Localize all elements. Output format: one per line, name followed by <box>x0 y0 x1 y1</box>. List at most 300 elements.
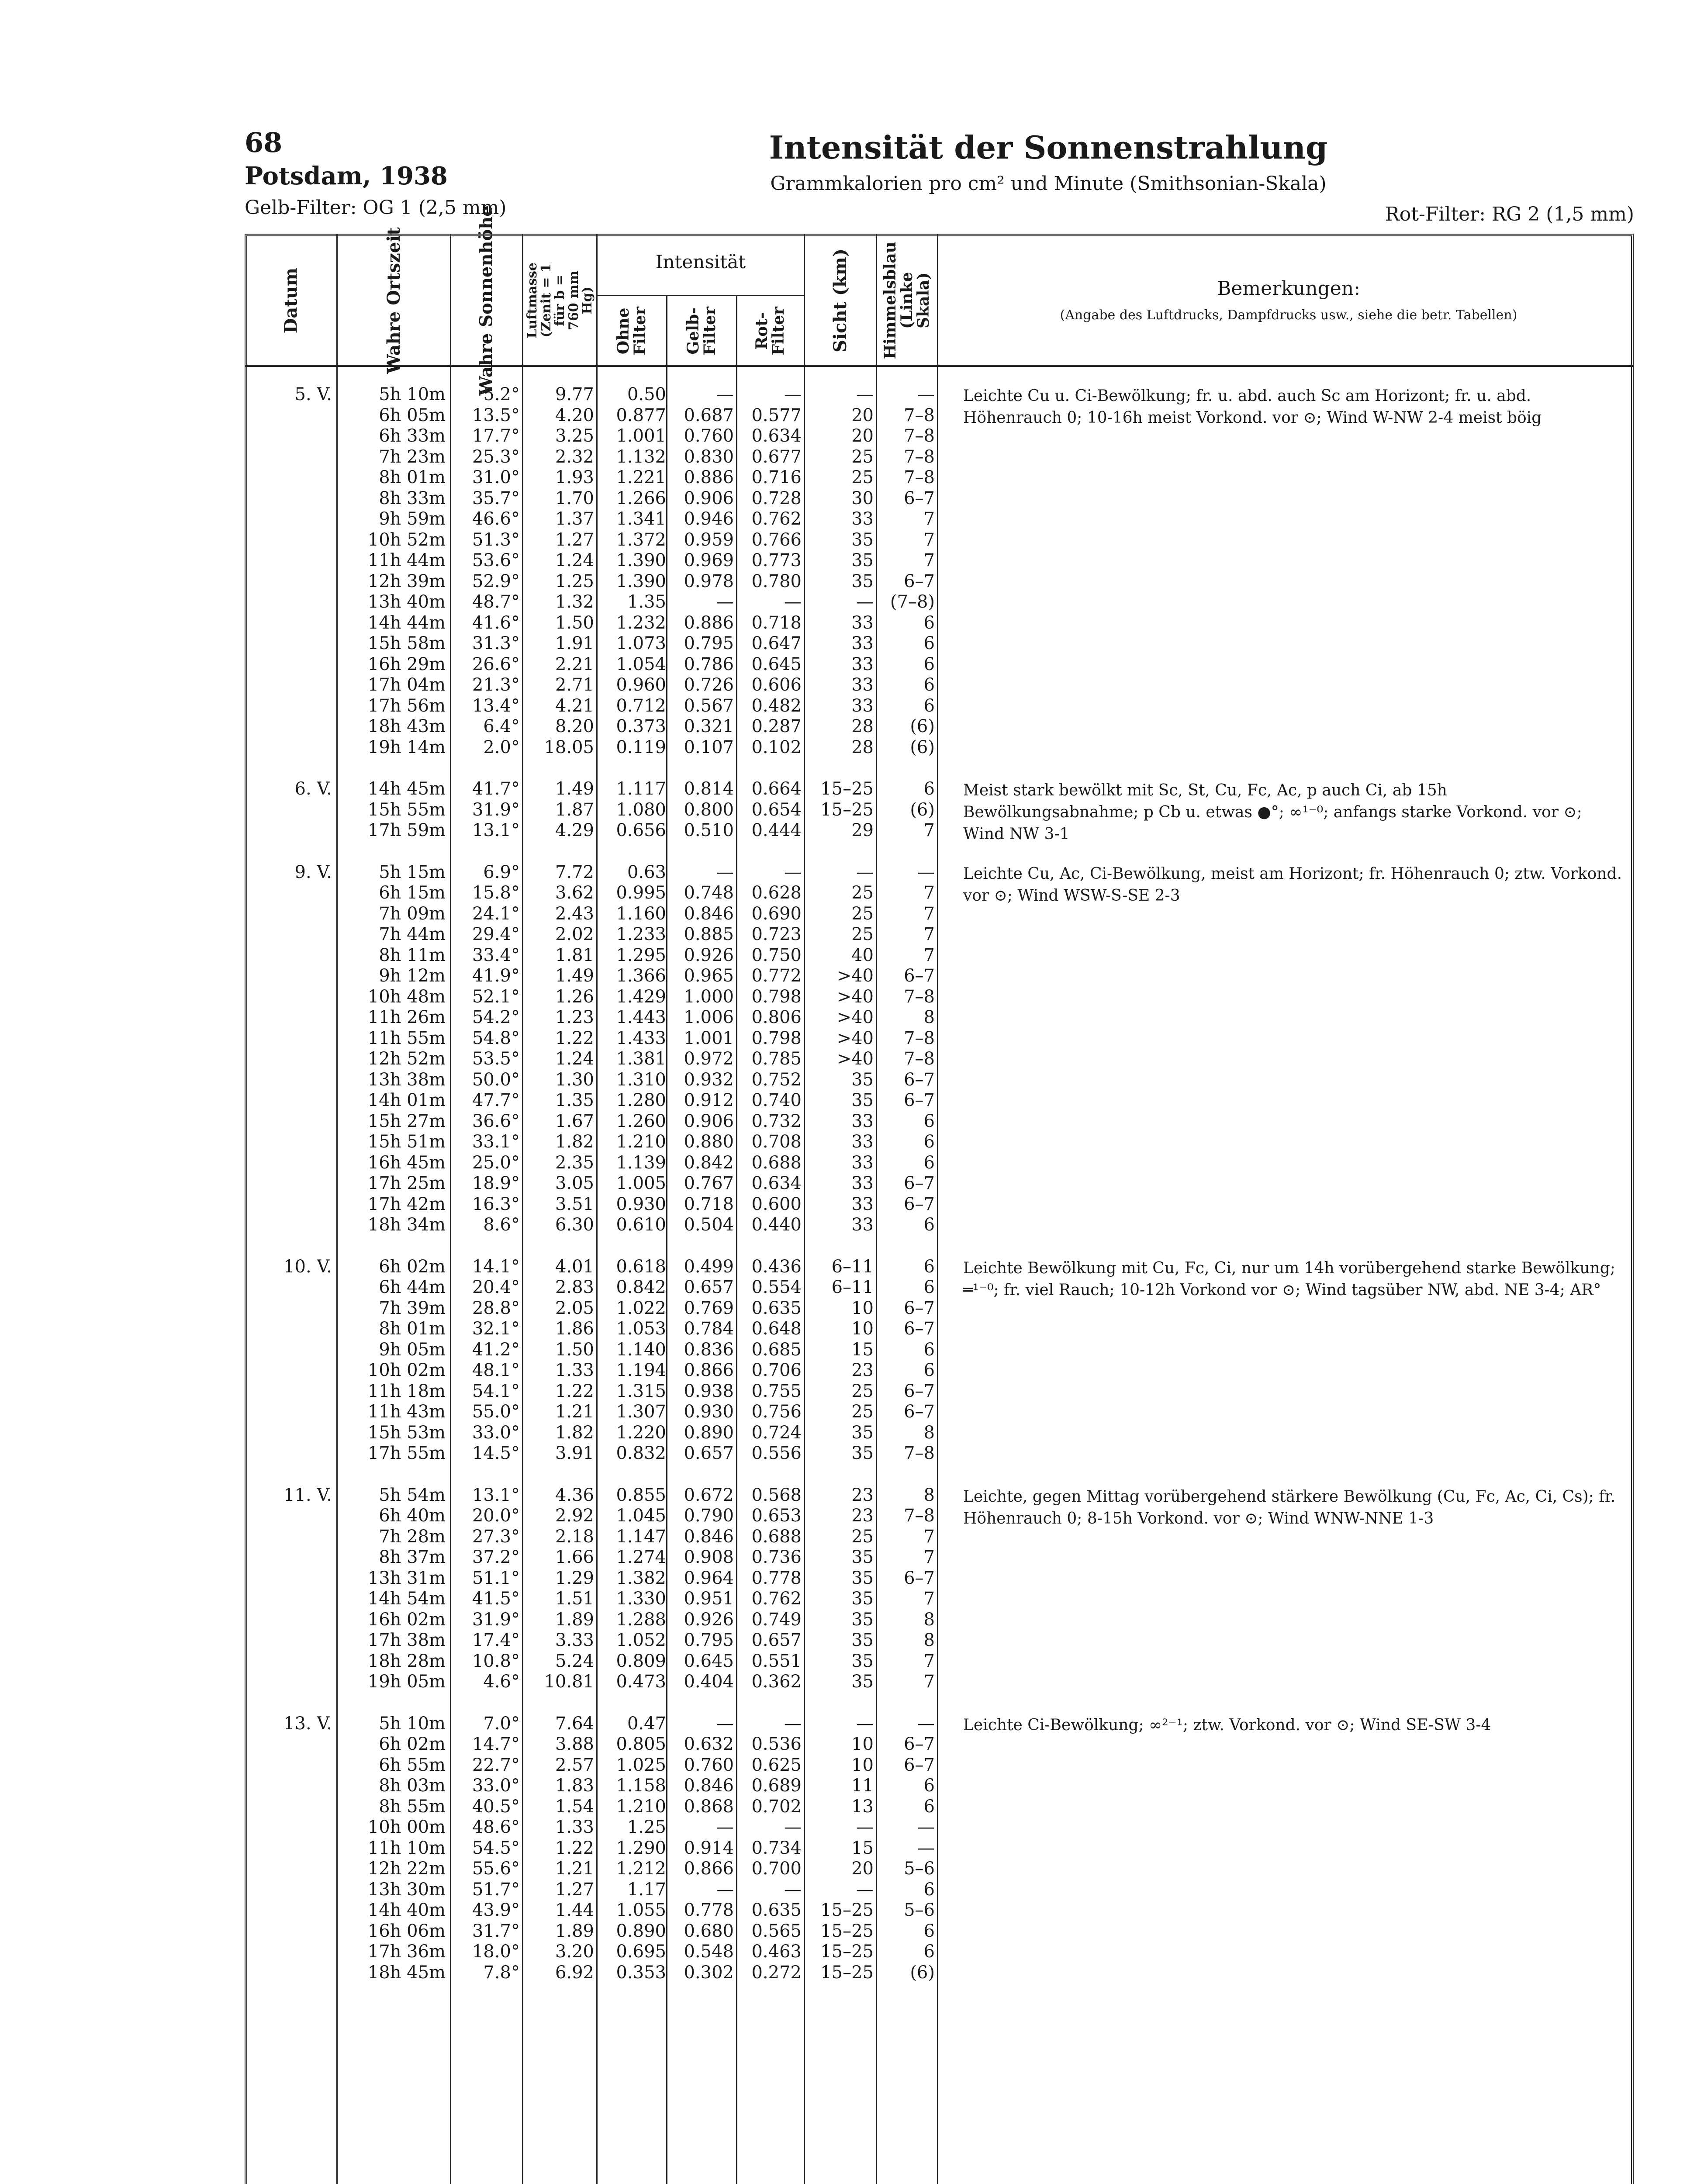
sicht-cell: 33 <box>851 1215 874 1235</box>
rot-filter-cell: 0.556 <box>751 1443 802 1463</box>
sonnenhoehe-cell: 20.0° <box>472 1506 520 1526</box>
ortszeit-cell: 8h 01m <box>379 467 446 487</box>
himmelsblau-cell: 6 <box>923 1339 935 1360</box>
sonnenhoehe-cell: 54.5° <box>472 1838 520 1858</box>
luftmasse-cell: 1.32 <box>555 592 594 612</box>
ohne-filter-cell: 1.132 <box>616 446 666 467</box>
sicht-cell: 33 <box>851 509 874 529</box>
rot-filter-cell: 0.628 <box>751 883 802 903</box>
ohne-filter-cell: 1.290 <box>616 1838 666 1858</box>
luftmasse-cell: 1.22 <box>555 1838 594 1858</box>
luftmasse-cell: 2.83 <box>555 1277 594 1297</box>
sonnenhoehe-cell: 52.1° <box>472 986 520 1007</box>
rot-filter-cell: 0.762 <box>751 509 802 529</box>
ohne-filter-cell: 1.022 <box>616 1298 666 1318</box>
himmelsblau-cell: 6–7 <box>904 1755 935 1775</box>
luftmasse-cell: 1.89 <box>555 1921 594 1941</box>
luftmasse-cell: 1.81 <box>555 945 594 965</box>
himmelsblau-cell: 6 <box>923 1879 935 1900</box>
ortszeit-cell: 13h 38m <box>367 1069 446 1090</box>
himmelsblau-cell: — <box>917 1713 935 1734</box>
himmelsblau-cell: 6–7 <box>904 1381 935 1401</box>
rot-filter-cell: 0.600 <box>751 1194 802 1214</box>
sonnenhoehe-cell: 41.9° <box>472 966 520 986</box>
sicht-cell: 35 <box>851 529 874 550</box>
rot-filter-cell: 0.653 <box>751 1506 802 1526</box>
himmelsblau-cell: 7 <box>923 509 935 529</box>
himmelsblau-cell: (6) <box>910 1962 935 1983</box>
ohne-filter-cell: 1.210 <box>616 1132 666 1152</box>
sonnenhoehe-cell: 35.7° <box>472 488 520 508</box>
rot-filter-cell: — <box>784 1817 802 1837</box>
sicht-cell: 20 <box>851 426 874 446</box>
himmelsblau-cell: 7 <box>923 924 935 944</box>
ohne-filter-cell: 0.805 <box>616 1734 666 1754</box>
sicht-cell: 33 <box>851 633 874 653</box>
sonnenhoehe-cell: 28.8° <box>472 1298 520 1318</box>
station-year: Potsdam, 1938 <box>245 162 448 190</box>
luftmasse-cell: 2.32 <box>555 446 594 467</box>
sonnenhoehe-cell: 17.7° <box>472 426 520 446</box>
gelb-filter-cell: — <box>716 862 734 882</box>
sicht-cell: 33 <box>851 1132 874 1152</box>
ortszeit-cell: 13h 30m <box>367 1879 446 1900</box>
ortszeit-cell: 19h 14m <box>367 737 446 757</box>
ortszeit-cell: 16h 29m <box>367 654 446 674</box>
sicht-cell: 35 <box>851 1090 874 1110</box>
rot-filter-cell: 0.762 <box>751 1589 802 1609</box>
sicht-cell: 10 <box>851 1319 874 1339</box>
gelb-filter-cell: 1.001 <box>684 1028 734 1048</box>
rot-filter-cell: 0.772 <box>751 966 802 986</box>
ohne-filter-cell: 1.045 <box>616 1506 666 1526</box>
luftmasse-cell: 2.18 <box>555 1526 594 1547</box>
gelb-filter-cell: 0.866 <box>684 1360 734 1380</box>
sicht-cell: 33 <box>851 695 874 716</box>
ortszeit-cell: 17h 55m <box>367 1443 446 1463</box>
himmelsblau-cell: 8 <box>923 1007 935 1027</box>
ortszeit-cell: 9h 05m <box>379 1339 446 1360</box>
ortszeit-cell: 14h 45m <box>367 779 446 799</box>
sicht-cell: 35 <box>851 1609 874 1630</box>
rot-filter-cell: 0.577 <box>751 405 802 425</box>
luftmasse-cell: 1.26 <box>555 986 594 1007</box>
himmelsblau-cell: 7 <box>923 529 935 550</box>
gelb-filter-cell: 0.912 <box>684 1090 734 1110</box>
sonnenhoehe-cell: 2.0° <box>483 737 520 757</box>
himmelsblau-cell: 7 <box>923 1672 935 1692</box>
ohne-filter-cell: 0.47 <box>627 1713 666 1734</box>
column-rule <box>522 234 523 2184</box>
luftmasse-cell: 1.24 <box>555 550 594 570</box>
ohne-filter-cell: 1.381 <box>616 1049 666 1069</box>
sicht-cell: 35 <box>851 1443 874 1463</box>
gelb-filter-cell: 0.932 <box>684 1069 734 1090</box>
sicht-cell: 11 <box>851 1776 874 1796</box>
rot-filter-cell: 0.444 <box>751 820 802 840</box>
remark-text: Leichte Bewölkung mit Cu, Fc, Ci, nur um 14h vorübergehend starke Bewölkung; ═¹⁻⁰; fr. viel Rauch; 10-12h Vorkond vor ⊙; Wind tagsüber NW, abd. NE 3-4; AR° <box>963 1259 1615 1299</box>
gelb-filter-cell: 0.632 <box>684 1734 734 1754</box>
sonnenhoehe-cell: 13.5° <box>472 405 520 425</box>
gelb-filter-cell: 0.868 <box>684 1796 734 1817</box>
gelb-filter-cell: 0.778 <box>684 1900 734 1920</box>
luftmasse-cell: 9.77 <box>555 384 594 404</box>
luftmasse-cell: 1.21 <box>555 1859 594 1879</box>
himmelsblau-cell: 6–7 <box>904 1734 935 1754</box>
sonnenhoehe-cell: 21.3° <box>472 675 520 695</box>
himmelsblau-cell: 7 <box>923 1589 935 1609</box>
column-rule <box>876 234 877 2184</box>
ohne-filter-cell: 1.288 <box>616 1609 666 1630</box>
sonnenhoehe-cell: 50.0° <box>472 1069 520 1090</box>
luftmasse-cell: 6.92 <box>555 1962 594 1983</box>
header-datum: Datum <box>280 267 301 333</box>
rot-filter-cell: 0.635 <box>751 1900 802 1920</box>
gelb-filter-cell: 1.006 <box>684 1007 734 1027</box>
ohne-filter-cell: 0.877 <box>616 405 666 425</box>
himmelsblau-cell: 7 <box>923 1526 935 1547</box>
ohne-filter-cell: 1.052 <box>616 1630 666 1650</box>
bemerkungen-note: (Angabe des Luftdrucks, Dampfdrucks usw., siehe die betr. Tabellen) <box>1060 308 1517 323</box>
gelb-filter-cell: 0.906 <box>684 488 734 508</box>
himmelsblau-cell: 7 <box>923 1547 935 1567</box>
sicht-cell: 28 <box>851 716 874 736</box>
rot-filter-cell: 0.647 <box>751 633 802 653</box>
luftmasse-cell: 2.21 <box>555 654 594 674</box>
sonnenhoehe-cell: 33.1° <box>472 1132 520 1152</box>
ohne-filter-cell: 1.054 <box>616 654 666 674</box>
himmelsblau-cell: 7–8 <box>904 405 935 425</box>
gelb-filter-cell: — <box>716 592 734 612</box>
ortszeit-cell: 15h 27m <box>367 1111 446 1131</box>
sonnenhoehe-cell: 13.4° <box>472 695 520 716</box>
gelb-filter-cell: 0.959 <box>684 529 734 550</box>
sonnenhoehe-cell: 40.5° <box>472 1796 520 1817</box>
sicht-cell: 33 <box>851 675 874 695</box>
gelb-filter-cell: 0.886 <box>684 467 734 487</box>
luftmasse-cell: 3.88 <box>555 1734 594 1754</box>
date-cell: 13. V. <box>283 1713 332 1734</box>
ohne-filter-cell: 1.194 <box>616 1360 666 1380</box>
himmelsblau-cell: — <box>917 862 935 882</box>
luftmasse-cell: 1.51 <box>555 1589 594 1609</box>
header-gelb-filter: Gelb-Filter <box>684 306 719 356</box>
sicht-cell: >40 <box>836 1049 874 1069</box>
himmelsblau-cell: 6 <box>923 675 935 695</box>
sicht-cell: 20 <box>851 1859 874 1879</box>
himmelsblau-cell: 7 <box>923 903 935 924</box>
ohne-filter-cell: 1.117 <box>616 779 666 799</box>
rot-filter-cell: 0.700 <box>751 1859 802 1879</box>
sicht-cell: — <box>856 1817 874 1837</box>
ortszeit-cell: 12h 22m <box>367 1859 446 1879</box>
rot-filter-cell: 0.716 <box>751 467 802 487</box>
himmelsblau-cell: 6–7 <box>904 1568 935 1588</box>
sonnenhoehe-cell: 17.4° <box>472 1630 520 1650</box>
header-rot-filter: Rot-Filter <box>753 306 788 356</box>
bemerkungen-title: Bemerkungen: <box>1217 277 1360 300</box>
himmelsblau-cell: 8 <box>923 1609 935 1630</box>
date-cell: 5. V. <box>294 384 332 404</box>
rot-filter-cell: 0.634 <box>751 1173 802 1193</box>
rot-filter-cell: 0.287 <box>751 716 802 736</box>
ortszeit-cell: 5h 15m <box>379 862 446 882</box>
gelb-filter-cell: 0.548 <box>684 1942 734 1962</box>
sonnenhoehe-cell: 16.3° <box>472 1194 520 1214</box>
date-cell: 6. V. <box>294 779 332 799</box>
gelb-filter-cell: 0.885 <box>684 924 734 944</box>
himmelsblau-cell: 7–8 <box>904 426 935 446</box>
gelb-filter-cell: 0.978 <box>684 571 734 591</box>
himmelsblau-cell: 7 <box>923 883 935 903</box>
sicht-cell: 15–25 <box>820 1962 874 1983</box>
header-sonnenhoehe: Wahre Sonnenhöhe <box>476 205 497 396</box>
ohne-filter-cell: 1.429 <box>616 986 666 1007</box>
luftmasse-cell: 1.87 <box>555 799 594 820</box>
rot-filter-label: Rot-Filter: RG 2 (1,5 mm) <box>1385 203 1634 225</box>
gelb-filter-cell: — <box>716 384 734 404</box>
himmelsblau-cell: 6–7 <box>904 1194 935 1214</box>
ortszeit-cell: 18h 34m <box>367 1215 446 1235</box>
gelb-filter-cell: 0.790 <box>684 1506 734 1526</box>
sonnenhoehe-cell: 18.9° <box>472 1173 520 1193</box>
ohne-filter-cell: 1.341 <box>616 509 666 529</box>
sonnenhoehe-cell: 31.9° <box>472 799 520 820</box>
ohne-filter-cell: 1.366 <box>616 966 666 986</box>
ohne-filter-cell: 1.221 <box>616 467 666 487</box>
sonnenhoehe-cell: 53.5° <box>472 1049 520 1069</box>
luftmasse-cell: 4.36 <box>555 1485 594 1505</box>
gelb-filter-cell: 0.964 <box>684 1568 734 1588</box>
ohne-filter-cell: 1.140 <box>616 1339 666 1360</box>
rot-filter-cell: 0.785 <box>751 1049 802 1069</box>
luftmasse-cell: 3.62 <box>555 883 594 903</box>
sicht-cell: 35 <box>851 1069 874 1090</box>
himmelsblau-cell: — <box>917 1817 935 1837</box>
himmelsblau-cell: 8 <box>923 1485 935 1505</box>
gelb-filter-cell: 0.499 <box>684 1256 734 1277</box>
gelb-filter-cell: 0.886 <box>684 612 734 633</box>
rot-filter-cell: 0.102 <box>751 737 802 757</box>
gelb-filter-cell: — <box>716 1713 734 1734</box>
luftmasse-cell: 6.30 <box>555 1215 594 1235</box>
sicht-cell: 25 <box>851 1402 874 1422</box>
sicht-cell: 35 <box>851 1672 874 1692</box>
sicht-cell: 33 <box>851 612 874 633</box>
rot-filter-cell: 0.625 <box>751 1755 802 1775</box>
himmelsblau-cell: 6 <box>923 1776 935 1796</box>
sicht-cell: 35 <box>851 1422 874 1443</box>
ortszeit-cell: 8h 01m <box>379 1319 446 1339</box>
ohne-filter-cell: 1.220 <box>616 1422 666 1443</box>
gelb-filter-cell: 0.760 <box>684 426 734 446</box>
sonnenhoehe-cell: 4.6° <box>483 1672 520 1692</box>
rot-filter-cell: 0.482 <box>751 695 802 716</box>
ortszeit-cell: 18h 43m <box>367 716 446 736</box>
sicht-cell: 15–25 <box>820 1900 874 1920</box>
sicht-cell: 25 <box>851 1526 874 1547</box>
sicht-cell: 25 <box>851 924 874 944</box>
luftmasse-cell: 7.72 <box>555 862 594 882</box>
luftmasse-cell: 2.35 <box>555 1152 594 1173</box>
ohne-filter-cell: 1.295 <box>616 945 666 965</box>
ortszeit-cell: 7h 28m <box>379 1526 446 1547</box>
sonnenhoehe-cell: 25.0° <box>472 1152 520 1173</box>
luftmasse-cell: 8.20 <box>555 716 594 736</box>
rot-filter-cell: 0.688 <box>751 1526 802 1547</box>
sonnenhoehe-cell: 13.1° <box>472 820 520 840</box>
ohne-filter-cell: 0.63 <box>627 862 666 882</box>
luftmasse-cell: 4.01 <box>555 1256 594 1277</box>
ortszeit-cell: 14h 01m <box>367 1090 446 1110</box>
gelb-filter-cell: 0.846 <box>684 1776 734 1796</box>
gelb-filter-cell: 0.830 <box>684 446 734 467</box>
luftmasse-cell: 18.05 <box>544 737 594 757</box>
sonnenhoehe-cell: 37.2° <box>472 1547 520 1567</box>
gelb-filter-cell: 0.321 <box>684 716 734 736</box>
ohne-filter-cell: 0.832 <box>616 1443 666 1463</box>
himmelsblau-cell: 6 <box>923 612 935 633</box>
page-number: 68 <box>245 127 283 159</box>
luftmasse-cell: 3.25 <box>555 426 594 446</box>
ohne-filter-cell: 1.212 <box>616 1859 666 1879</box>
sonnenhoehe-cell: 13.1° <box>472 1485 520 1505</box>
luftmasse-cell: 1.33 <box>555 1817 594 1837</box>
himmelsblau-cell: 6 <box>923 1277 935 1297</box>
rot-filter-cell: — <box>784 862 802 882</box>
himmelsblau-cell: 6–7 <box>904 488 935 508</box>
ohne-filter-cell: 1.232 <box>616 612 666 633</box>
rot-filter-cell: 0.723 <box>751 924 802 944</box>
ortszeit-cell: 18h 45m <box>367 1962 446 1983</box>
sonnenhoehe-cell: 27.3° <box>472 1526 520 1547</box>
rot-filter-cell: 0.778 <box>751 1568 802 1588</box>
ohne-filter-cell: 1.233 <box>616 924 666 944</box>
ohne-filter-cell: 1.433 <box>616 1028 666 1048</box>
gelb-filter-cell: 0.846 <box>684 903 734 924</box>
himmelsblau-cell: 6–7 <box>904 966 935 986</box>
luftmasse-cell: 10.81 <box>544 1672 594 1692</box>
sonnenhoehe-cell: 41.2° <box>472 1339 520 1360</box>
sonnenhoehe-cell: 54.1° <box>472 1381 520 1401</box>
gelb-filter-cell: 0.504 <box>684 1215 734 1235</box>
himmelsblau-cell: 6–7 <box>904 571 935 591</box>
header-himmelsblau: Himmelsblau (Linke Skala) <box>881 241 933 359</box>
gelb-filter-cell: 0.767 <box>684 1173 734 1193</box>
ohne-filter-cell: 1.25 <box>627 1817 666 1837</box>
ortszeit-cell: 11h 26m <box>367 1007 446 1027</box>
sicht-cell: 13 <box>851 1796 874 1817</box>
ortszeit-cell: 8h 11m <box>379 945 446 965</box>
ohne-filter-cell: 1.443 <box>616 1007 666 1027</box>
gelb-filter-cell: 0.890 <box>684 1422 734 1443</box>
himmelsblau-cell: 5–6 <box>904 1859 935 1879</box>
luftmasse-cell: 1.35 <box>555 1090 594 1110</box>
luftmasse-cell: 3.91 <box>555 1443 594 1463</box>
rot-filter-cell: — <box>784 1879 802 1900</box>
gelb-filter-cell: 0.836 <box>684 1339 734 1360</box>
gelb-filter-cell: 0.769 <box>684 1298 734 1318</box>
himmelsblau-cell: 8 <box>923 1630 935 1650</box>
himmelsblau-cell: 7–8 <box>904 1506 935 1526</box>
column-rule <box>937 234 938 2184</box>
gelb-filter-cell: 0.951 <box>684 1589 734 1609</box>
luftmasse-cell: 2.71 <box>555 675 594 695</box>
rot-filter-cell: 0.362 <box>751 1672 802 1692</box>
header-luftmasse: Luftmasse (Zenit = 1 für b = 760 mm Hg) <box>524 262 595 339</box>
himmelsblau-cell: 6–7 <box>904 1319 935 1339</box>
gelb-filter-cell: 0.965 <box>684 966 734 986</box>
ortszeit-cell: 15h 55m <box>367 799 446 820</box>
sicht-cell: 35 <box>851 550 874 570</box>
sonnenhoehe-cell: 36.6° <box>472 1111 520 1131</box>
rot-filter-cell: 0.732 <box>751 1111 802 1131</box>
rot-filter-cell: 0.436 <box>751 1256 802 1277</box>
sicht-cell: 40 <box>851 945 874 965</box>
ohne-filter-cell: 0.890 <box>616 1921 666 1941</box>
ohne-filter-cell: 0.353 <box>616 1962 666 1983</box>
luftmasse-cell: 1.93 <box>555 467 594 487</box>
sonnenhoehe-cell: 26.6° <box>472 654 520 674</box>
sicht-cell: — <box>856 1879 874 1900</box>
luftmasse-cell: 1.86 <box>555 1319 594 1339</box>
ohne-filter-cell: 1.260 <box>616 1111 666 1131</box>
sonnenhoehe-cell: 7.8° <box>483 1962 520 1983</box>
ohne-filter-cell: 1.390 <box>616 550 666 570</box>
rot-filter-cell: 0.780 <box>751 571 802 591</box>
gelb-filter-cell: 0.906 <box>684 1111 734 1131</box>
column-rule <box>736 295 737 2184</box>
ohne-filter-cell: 0.610 <box>616 1215 666 1235</box>
luftmasse-cell: 3.51 <box>555 1194 594 1214</box>
ortszeit-cell: 17h 59m <box>367 820 446 840</box>
sicht-cell: 33 <box>851 654 874 674</box>
sonnenhoehe-cell: 6.4° <box>483 716 520 736</box>
rot-filter-cell: 0.755 <box>751 1381 802 1401</box>
gelb-filter-cell: 0.302 <box>684 1962 734 1983</box>
himmelsblau-cell: 6 <box>923 1132 935 1152</box>
ohne-filter-cell: 1.001 <box>616 426 666 446</box>
gelb-filter-cell: 0.680 <box>684 1921 734 1941</box>
luftmasse-cell: 1.22 <box>555 1381 594 1401</box>
sicht-cell: 35 <box>851 1589 874 1609</box>
rot-filter-cell: 0.685 <box>751 1339 802 1360</box>
sonnenhoehe-cell: 48.1° <box>472 1360 520 1380</box>
rot-filter-cell: 0.740 <box>751 1090 802 1110</box>
sonnenhoehe-cell: 14.1° <box>472 1256 520 1277</box>
ohne-filter-cell: 0.119 <box>616 737 666 757</box>
ortszeit-cell: 15h 51m <box>367 1132 446 1152</box>
date-cell: 10. V. <box>283 1256 332 1277</box>
sonnenhoehe-cell: 51.1° <box>472 1568 520 1588</box>
sicht-cell: 35 <box>851 571 874 591</box>
ortszeit-cell: 8h 03m <box>379 1776 446 1796</box>
ohne-filter-cell: 1.073 <box>616 633 666 653</box>
rot-filter-cell: — <box>784 592 802 612</box>
gelb-filter-cell: — <box>716 1817 734 1837</box>
luftmasse-cell: 1.30 <box>555 1069 594 1090</box>
himmelsblau-cell: 6 <box>923 1921 935 1941</box>
sicht-cell: 23 <box>851 1485 874 1505</box>
ortszeit-cell: 12h 52m <box>367 1049 446 1069</box>
sicht-cell: 23 <box>851 1506 874 1526</box>
header-ortszeit: Wahre Ortszeit <box>383 227 404 374</box>
sicht-cell: >40 <box>836 986 874 1007</box>
ortszeit-cell: 17h 04m <box>367 675 446 695</box>
ohne-filter-cell: 0.656 <box>616 820 666 840</box>
gelb-filter-cell: 0.510 <box>684 820 734 840</box>
gelb-filter-cell: 0.930 <box>684 1402 734 1422</box>
